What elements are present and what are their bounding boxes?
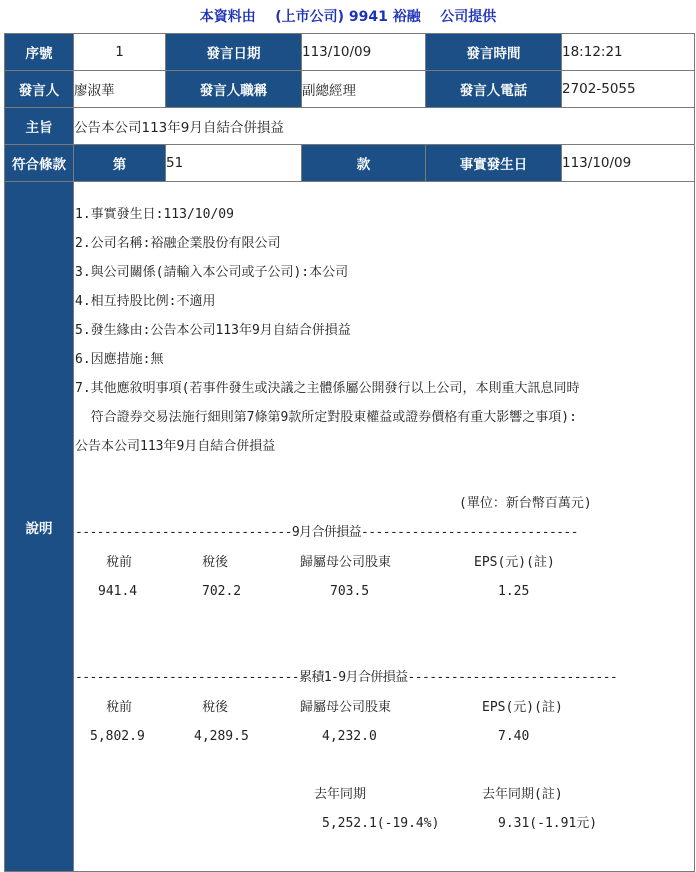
clause-label: 符合條款 xyxy=(5,145,74,182)
speaker-label: 發言人 xyxy=(5,71,74,108)
clause-kuan: 款 xyxy=(302,145,426,182)
time-label: 發言時間 xyxy=(426,34,562,71)
title-prefix: 本資料由 xyxy=(199,9,256,25)
desc-item: 7.其他應敘明事項(若事件發生或決議之主體係屬公開發行以上公司，本則重大訊息同時 xyxy=(75,381,580,396)
section2-header-pretax: 稅前 xyxy=(106,700,133,715)
desc-item: 符合證券交易法施行細則第7條第9款所定對股東權益或證券價格有重大影響之事項): xyxy=(75,410,577,425)
seq-label: 序號 xyxy=(5,34,74,71)
desc-content xyxy=(74,182,695,872)
desc-item: 2.公司名稱:裕融企業股份有限公司 xyxy=(75,236,281,251)
last-year-eps-label: 去年同期(註) xyxy=(482,787,563,802)
last-year-value: 5,252.1(-19.4%) xyxy=(322,816,440,831)
seq-value: 1 xyxy=(74,34,166,71)
phone-label: 發言人電話 xyxy=(426,71,562,108)
section1-header-eps: EPS(元)(註) xyxy=(474,555,555,570)
date-value: 113/10/09 xyxy=(302,34,426,71)
desc-label: 說明 xyxy=(5,182,74,872)
row-subject xyxy=(5,108,695,145)
row-seq xyxy=(5,34,695,71)
event-date-label: 事實發生日 xyxy=(426,145,562,182)
section1-value-parent: 703.5 xyxy=(330,584,370,599)
section2-value-eps: 7.40 xyxy=(498,729,530,744)
last-year-label: 去年同期 xyxy=(314,787,367,802)
subject-value: 公告本公司113年9月自結合併損益 xyxy=(74,108,695,145)
section2-value-pretax: 5,802.9 xyxy=(90,729,145,744)
section1-value-pretax: 941.4 xyxy=(98,584,138,599)
date-label: 發言日期 xyxy=(166,34,302,71)
row-speaker xyxy=(5,71,695,108)
position-label: 發言人職稱 xyxy=(166,71,302,108)
section1-value-aftertax: 702.2 xyxy=(202,584,242,599)
position-value: 副總經理 xyxy=(302,71,426,108)
section1-value-eps: 1.25 xyxy=(498,584,530,599)
desc-item: 1.事實發生日:113/10/09 xyxy=(75,207,234,222)
section2-divider: -------------------------------累積1-9月合併損益----------------------------- xyxy=(75,670,618,685)
subject-label: 主旨 xyxy=(5,108,74,145)
page-title xyxy=(0,6,696,28)
speaker-value: 廖淑華 xyxy=(74,71,166,108)
announcement-table xyxy=(4,33,695,872)
section2-header-parent: 歸屬母公司股東 xyxy=(300,700,392,715)
clause-value: 51 xyxy=(166,145,302,182)
section2-value-aftertax: 4,289.5 xyxy=(194,729,249,744)
section1-title: 9月合併損益 xyxy=(291,525,362,540)
section2-value-parent: 4,232.0 xyxy=(322,729,377,744)
desc-item: 4.相互持股比例:不適用 xyxy=(75,294,216,309)
event-date-value: 113/10/09 xyxy=(562,145,695,182)
row-description xyxy=(5,182,695,872)
phone-value: 2702-5055 xyxy=(562,71,695,108)
unit-note: (單位：新台幣百萬元) xyxy=(459,496,592,511)
title-suffix: 公司提供 xyxy=(440,9,497,25)
section1-header-pretax: 稅前 xyxy=(106,555,133,570)
row-clause xyxy=(5,145,695,182)
narrative xyxy=(74,182,694,870)
title-company: (上市公司) 9941 裕融 xyxy=(275,9,421,25)
section2-title: 累積1-9月合併損益 xyxy=(299,670,408,685)
desc-item: 5.發生緣由:公告本公司113年9月自結合併損益 xyxy=(75,323,351,338)
section2-header-eps: EPS(元)(註) xyxy=(482,700,563,715)
last-year-eps-value: 9.31(-1.91元) xyxy=(498,816,598,831)
section2-header-aftertax: 稅後 xyxy=(202,700,229,715)
clause-di: 第 xyxy=(74,145,166,182)
desc-item: 6.因應措施:無 xyxy=(75,352,164,367)
desc-item: 3.與公司關係(請輸入本公司或子公司):本公司 xyxy=(75,265,349,280)
section1-header-parent: 歸屬母公司股東 xyxy=(300,555,392,570)
section1-header-aftertax: 稅後 xyxy=(202,555,229,570)
section1-divider: ------------------------------9月合併損益------------------------------ xyxy=(75,525,578,540)
summary-line: 公告本公司113年9月自結合併損益 xyxy=(75,439,276,454)
time-value: 18:12:21 xyxy=(562,34,695,71)
